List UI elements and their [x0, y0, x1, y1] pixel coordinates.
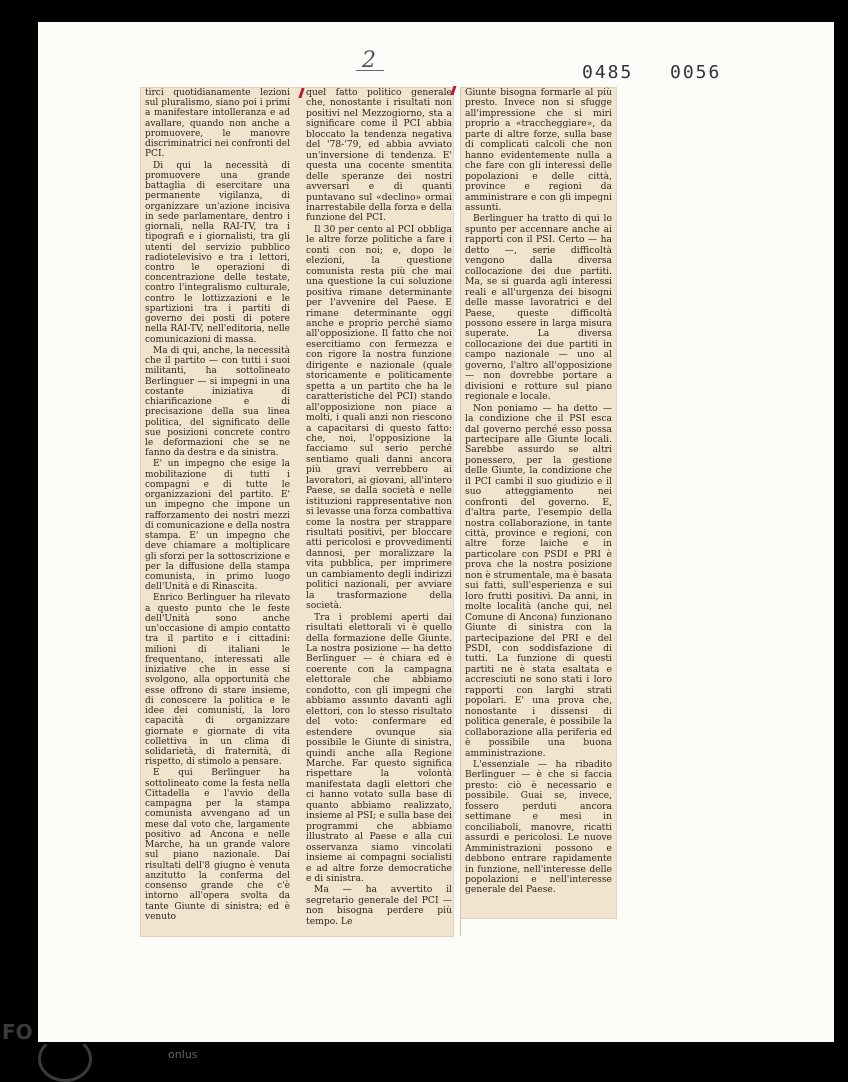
paragraph: Ma — ha avvertito il segretario generale del PCI — non bisogna perdere più tempo. Le — [306, 884, 452, 927]
paragraph: L'essenziale — ha ribadito Berlinguer — è che si faccia presto: ciò è necessario e possibile. Guai se, invece, fossero perduti ancora settimane e mesi in conciliaboli, manovre, ricatti assurdi e pericolosi. Le nuove Amministrazioni possono e debbono entrare rapidamente in funzione, nell'interesse delle popolazioni e nell'interesse generale del Paese. — [465, 759, 612, 896]
paragraph: Non poniamo — ha detto — la condizione che il PSI esca dal governo perché esso possa partecipare alle Giunte locali. Sarebbe assurdo se altri ponessero, per la gestione delle Giunte, la condizione che il PCI cambi il suo giudizio e il suo atteggiamento nei confronti del governo. E, d'altra parte, l'esempio della nostra collaborazione, in tante città, province e regioni, con altre forze laiche e in particolare con PSDI e PRI è prova che la nostra posizione non è strumentale, ma è basata sui fatti, sull'esperienza e sui loro frutti positivi. Da anni, in molte località (anche qui, nel Comune di Ancona) funzionano Giunte di sinistra con la partecipazione del PRI e del PSDI, con soddisfazione di tutti. La funzione di questi partiti ne è stata esaltata e accresciuti ne sono stati i loro rapporti con larghi strati popolari. E' una prova che, nonostante i dissensi di politica generale, è possibile la collaborazione alla periferia ed è possibile una buona amministrazione. — [465, 402, 612, 759]
paragraph: Tra i problemi aperti dai risultati elettorali vi è quello della formazione delle Giunte. La nostra posizione — ha detto Berlinguer — è chiara ed è coerente con la campagna elettorale che abbiamo condotto, con gli impegni che abbiamo assunto davanti agli elettori, con lo stesso risultato del voto: confermare ed estendere ovunque sia possibile le Giunte di sinistra, quindi anche alla Regione Marche. Far questo significa rispettare la volontà manifestata dagli elettori che ci hanno votato sulla base di quanto abbiamo realizzato, insieme al PSI; e sulla base dei programmi che abbiamo illustrato al Paese e alla cui osservanza siamo vincolati insieme ai compagni socialisti e ad altre forze democratiche e di sinistra. — [306, 611, 452, 884]
watermark-circle-icon — [38, 1036, 92, 1082]
column-divider — [460, 88, 461, 936]
paragraph: E' un impegno che esige la mobilitazione di tutti i compagni e di tutte le organizzazioni del partito. E' un impegno che impone un rafforzamento dei nostri mezzi di comunicazione e della nostra stampa. E' un impegno che deve chiamare a moltiplicare gli sforzi per la sottoscrizione e per la diffusione della stampa comunista, in primo luogo dell'Unità e di Rinascita. — [145, 459, 290, 593]
paragraph: Di qui la necessità di promuovere una grande battaglia di esercitare una permanente vigilanza, di organizzare un'azione incisiva in sede parlamentare, dentro i giornali, nella RAI-TV, tra i tipografi e i giornalisti, tra gli utenti del servizio pubblico radiotelevisivo e tra i lettori, contro le operazioni di concentrazione delle testate, contro l'integralismo culturale, contro le lottizzazioni e le spartizioni tra i partiti di governo dei posti di potere nella RAI-TV, nell'editoria, nelle comunicazioni di massa. — [145, 160, 290, 345]
archive-stamp-part1: 0485 — [582, 62, 634, 83]
archive-stamp-part2: 0056 — [670, 62, 722, 83]
paragraph: tirci quotidianamente lezioni sul pluralismo, siano poi i primi a manifestare intolleranza e ad avallare, quando non anche a promuovere, le manovre discriminatrici nei confronti del PCI. — [145, 88, 290, 160]
paragraph: E qui Berlinguer ha sottolineato come la festa nella Cittadella e l'avvio della campagna per la stampa comunista avvengano ad un mese dal voto che, largamente positivo ad Ancona e nelle Marche, ha un grande valore sul piano nazionale. Dai risultati dell'8 giugno è venuta anzitutto la conferma del consenso grande che c'è intorno all'opera svolta da tante Giunte di sinistra; ed è venuto — [145, 768, 290, 922]
article-column-2 — [306, 88, 452, 928]
paragraph: Giunte bisogna formarle al più presto. Invece non si sfugge all'impressione che si miri proprio a «traccheggiare», da parte di altre forze, sulla base di complicati calcoli che non hanno evidentemente nulla a che fare con gli interessi delle popolazioni e delle città, province e regioni da amministrare e con gli impegni assunti. — [465, 87, 612, 213]
paragraph: Enrico Berlinguer ha rilevato a questo punto che le feste dell'Unità sono anche un'occasione di ampio contatto tra il partito e i cittadini: milioni di italiani le frequentano, interessati alle iniziative che in esse si svolgono, alla opportunità che esse offrono di stare insieme, di conoscere la politica e le idee dei comunisti, la loro capacità di organizzare giornate e giornate di vita collettiva in un clima di solidarietà, di fraternità, di rispetto, di stimolo a pensare. — [145, 593, 290, 768]
paragraph: Il 30 per cento al PCI obbliga le altre forze politiche a fare i conti con noi; e, dopo le elezioni, la questione comunista resta più che mai una questione la cui soluzione positiva rimane determinante per l'avvenire del Paese. E rimane determinante oggi anche e proprio perché siamo all'opposizione. Il fatto che noi esercitiamo con fermezza e con rigore la nostra funzione dirigente e nazionale (quale storicamente e politicamente spetta a un partito che ha le caratteristiche del PCI) stando all'opposizione non piace a molti, i quali anzi non riescono a capacitarsi di questo fatto: che, noi, l'opposizione la facciamo sul serio perché sentiamo quali danni ancora più gravi verrebbero ai lavoratori, ai giovani, all'intero Paese, se dalla società e nelle istituzioni rappresentative non si levasse una forza combattiva come la nostra per strappare risultati positivi, per bloccare atti pericolosi e provvedimenti dannosi, per moralizzare la vita pubblica, per imprimere un cambiamento degli indirizzi politici nazionali, per avviare la trasformazione della società. — [306, 223, 452, 612]
watermark-onlus: onlus — [168, 1048, 198, 1061]
handwritten-page-number: 2 — [362, 48, 376, 73]
article-column-3 — [465, 88, 612, 897]
paragraph: Berlinguer ha tratto di qui lo spunto per accennare anche ai rapporti con il PSI. Certo — ha detto —, serie difficoltà vengono dalla diversa collocazione dei due partiti. Ma, se si guarda agli interessi reali e all'urgenza dei bisogni delle masse lavoratrici e del Paese, queste difficoltà possono essere in larga misura superate. La diversa collocazione dei due partiti in campo nazionale — uno al governo, l'altro all'opposizione — non dovrebbe portare a divisioni e rotture sul piano regionale e locale. — [465, 213, 612, 403]
paragraph: Ma di qui, anche, la necessità che il partito — con tutti i suoi militanti, ha sottolineato Berlinguer — si impegni in una costante iniziativa di chiarificazione e di precisazione della sua linea politica, del significato delle sue posizioni concrete contro le deformazioni che se ne fanno da destra e da sinistra. — [145, 345, 290, 459]
paragraph: quel fatto politico generale che, nonostante i risultati non positivi nel Mezzogiorno, sta a significare come il PCI abbia bloccato la tendenza negativa del '78-'79, ed abbia avviato un'inversione di tendenza. E' questa una cocente smentita delle speranze dei nostri avversari e di quanti puntavano sul «declino» ormai inarrestabile della forza e della funzione del PCI. — [306, 87, 452, 224]
article-column-1 — [145, 88, 290, 923]
watermark-logo: FO — [2, 1020, 33, 1044]
